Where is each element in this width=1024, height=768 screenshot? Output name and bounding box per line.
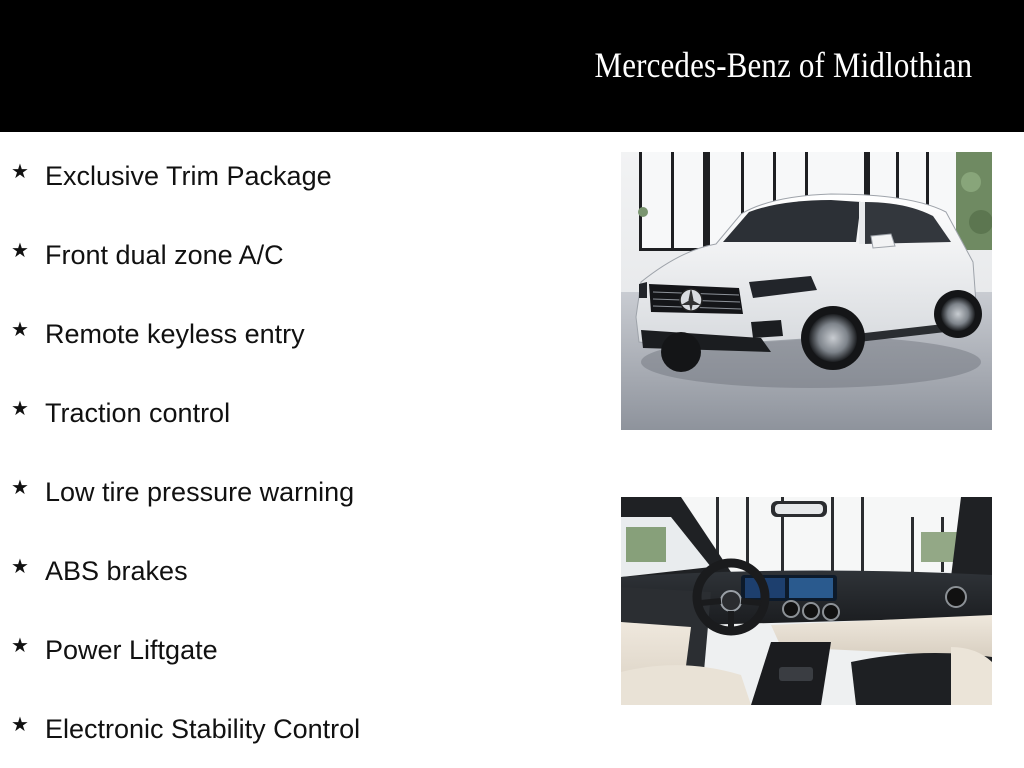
exterior-photo [621, 152, 992, 430]
dealer-name: Mercedes-Benz of Midlothian [594, 45, 972, 85]
header-bar [0, 0, 1024, 132]
feature-label: Traction control [45, 398, 231, 428]
star-icon: ★ [11, 398, 29, 420]
suv-exterior-illustration [621, 152, 992, 430]
interior-illustration [621, 497, 992, 705]
feature-label: Power Liftgate [45, 635, 218, 665]
feature-item [0, 393, 600, 433]
feature-label: ABS brakes [45, 556, 188, 586]
feature-label: Low tire pressure warning [45, 477, 355, 507]
feature-label: Electronic Stability Control [45, 714, 361, 744]
feature-item [0, 235, 600, 275]
feature-item [0, 630, 600, 670]
star-icon: ★ [11, 714, 29, 736]
feature-label: Remote keyless entry [45, 319, 305, 349]
feature-item [0, 709, 600, 749]
interior-photo [621, 497, 992, 705]
star-icon: ★ [11, 556, 29, 578]
feature-label: Front dual zone A/C [45, 240, 284, 270]
star-icon: ★ [11, 161, 29, 183]
star-icon: ★ [11, 240, 29, 262]
star-icon: ★ [11, 477, 29, 499]
feature-item [0, 156, 600, 196]
star-icon: ★ [11, 319, 29, 341]
feature-item [0, 472, 600, 512]
feature-label: Exclusive Trim Package [45, 161, 332, 191]
feature-item [0, 314, 600, 354]
feature-item [0, 551, 600, 591]
star-icon: ★ [11, 635, 29, 657]
